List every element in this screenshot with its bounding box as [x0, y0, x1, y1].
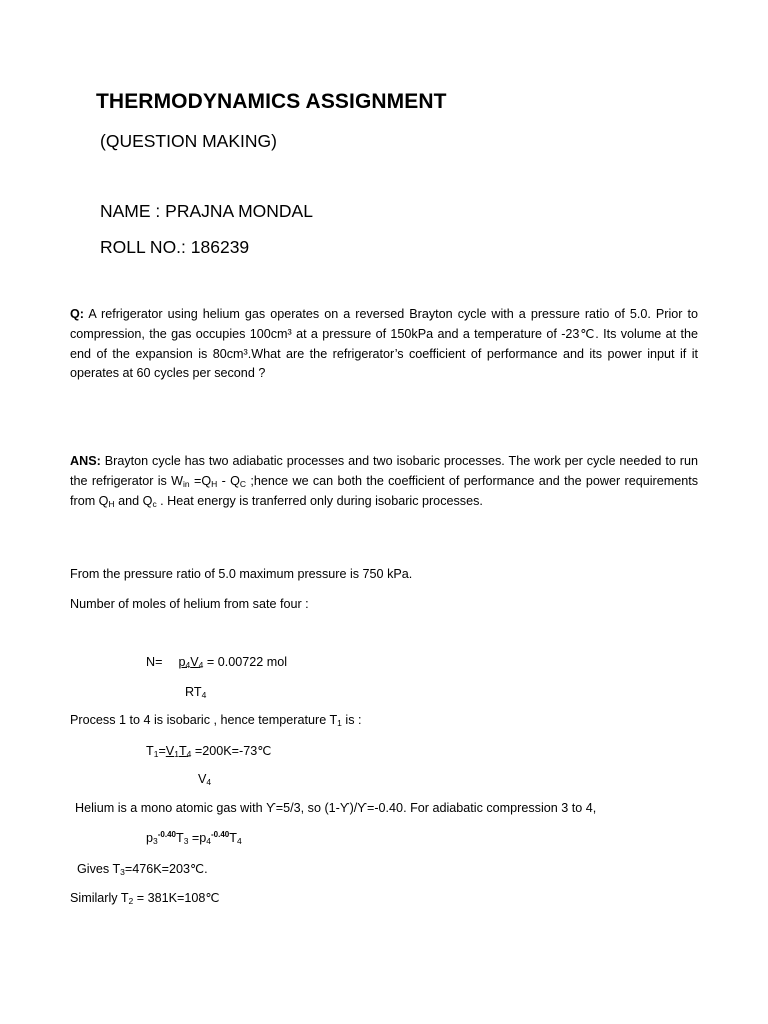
- gives-text-a: Gives T: [77, 862, 121, 876]
- eq-n-lhs: N=: [146, 655, 163, 669]
- gives-text-b: =476K=203℃.: [124, 862, 208, 876]
- eq-adi-t4: T: [229, 831, 237, 845]
- process-sub: 1: [337, 718, 342, 728]
- answer-text-2: =Q: [189, 473, 212, 488]
- equation-t1: [146, 743, 271, 758]
- moles-line: Number of moles of helium from sate four :: [70, 597, 309, 611]
- answer-text-1: Brayton cycle has two adiabatic processes and two isobaric processes. The work per cycle needed to run the refrigerator is W: [70, 454, 698, 488]
- eq-n-den-sub: 4: [201, 690, 207, 700]
- eq-n-den: RT: [185, 685, 202, 699]
- document-title: THERMODYNAMICS ASSIGNMENT: [96, 90, 447, 113]
- equation-moles-denominator: [185, 685, 206, 699]
- process-text-b: is :: [341, 713, 362, 727]
- answer-sub-h: H: [211, 478, 218, 489]
- similarly-line: [70, 890, 220, 905]
- eq-t1-t-sub: 4: [186, 749, 192, 759]
- equation-t1-denominator: [198, 772, 211, 786]
- eq-adi-p3-sub: 3: [153, 836, 158, 846]
- eq-t1-numerator: [166, 744, 192, 758]
- eq-adi-mid: =p: [188, 831, 207, 845]
- answer-text-5: and Q: [114, 493, 153, 508]
- question-paragraph: [70, 305, 698, 384]
- eq-t1-v: V: [165, 744, 175, 758]
- gives-sub: 3: [120, 867, 125, 877]
- eq-n-v-sub: 4: [198, 660, 204, 670]
- similarly-text-b: = 381K=108℃: [133, 891, 220, 905]
- equation-adiabatic: [146, 831, 242, 845]
- eq-adi-t4-sub: 4: [236, 836, 242, 846]
- eq-adi-exp1: -0.40: [157, 830, 176, 839]
- eq-n-numerator: [178, 655, 203, 669]
- answer-text-3: - Q: [217, 473, 240, 488]
- eq-n-p: p: [178, 655, 186, 669]
- eq-adi-p4-sub: 4: [206, 836, 212, 846]
- eq-t1-result: =200K=-73℃: [191, 744, 272, 758]
- similarly-text-a: Similarly T: [70, 891, 129, 905]
- question-text: A refrigerator using helium gas operates on a reversed Brayton cycle with a pressure ratio of 5.0. Prior to compression, the gas occupies 100cm³ at a pressure of 150kPa and a temperature of -23℃. Its volume at the end of the expansion is 80cm³.What are the refrigerator’s coefficient of performance and its power input if it operates at 60 cycles per second ?: [70, 307, 698, 381]
- eq-t1-v-sub: 1: [174, 749, 179, 759]
- answer-text-4: ;hence we can both the coefficient of performance and the power requirements from Q: [70, 473, 699, 508]
- eq-t1-t: T: [178, 744, 187, 758]
- student-name: NAME : PRAJNA MONDAL: [100, 201, 313, 221]
- eq-adi-p3: p: [146, 831, 154, 845]
- eq-n-result: = 0.00722 mol: [203, 655, 288, 669]
- eq-adi-exp2: -0.40: [211, 830, 230, 839]
- question-label: Q:: [70, 307, 84, 321]
- eq-n-v: V: [190, 655, 199, 669]
- process-line: [70, 713, 362, 727]
- eq-t1-lhs: T: [146, 744, 154, 758]
- equation-moles: [146, 655, 287, 669]
- process-text-a: Process 1 to 4 is isobaric , hence temperature T: [70, 713, 338, 727]
- answer-sub-c2: c: [152, 498, 157, 509]
- gives-line: [77, 861, 208, 876]
- eq-t1-den-sub: 4: [206, 777, 212, 787]
- answer-sub-in: in: [183, 478, 190, 489]
- eq-n-p-sub: 4: [185, 660, 191, 670]
- eq-adi-t3: T: [175, 831, 184, 845]
- eq-adi-t3-sub: 3: [183, 836, 189, 846]
- helium-line: Helium is a mono atomic gas with Ƴ=5/3, so (1-Ƴ)/Ƴ=-0.40. For adiabatic compression 3 to 4,: [75, 801, 597, 815]
- eq-t1-den: V: [198, 772, 207, 786]
- answer-paragraph: [70, 452, 698, 511]
- answer-label: ANS:: [70, 454, 101, 468]
- answer-text-6: . Heat energy is tranferred only during isobaric processes.: [156, 493, 483, 508]
- eq-t1-equals: =: [158, 744, 166, 758]
- eq-t1-lhs-sub: 1: [153, 749, 159, 759]
- pressure-line: From the pressure ratio of 5.0 maximum pressure is 750 kPa.: [70, 567, 413, 581]
- answer-sub-h2: H: [108, 498, 115, 509]
- answer-sub-c: C: [239, 478, 247, 489]
- roll-number: ROLL NO.: 186239: [100, 237, 250, 257]
- document-subtitle: (QUESTION MAKING): [100, 131, 277, 151]
- similarly-sub: 2: [128, 896, 134, 906]
